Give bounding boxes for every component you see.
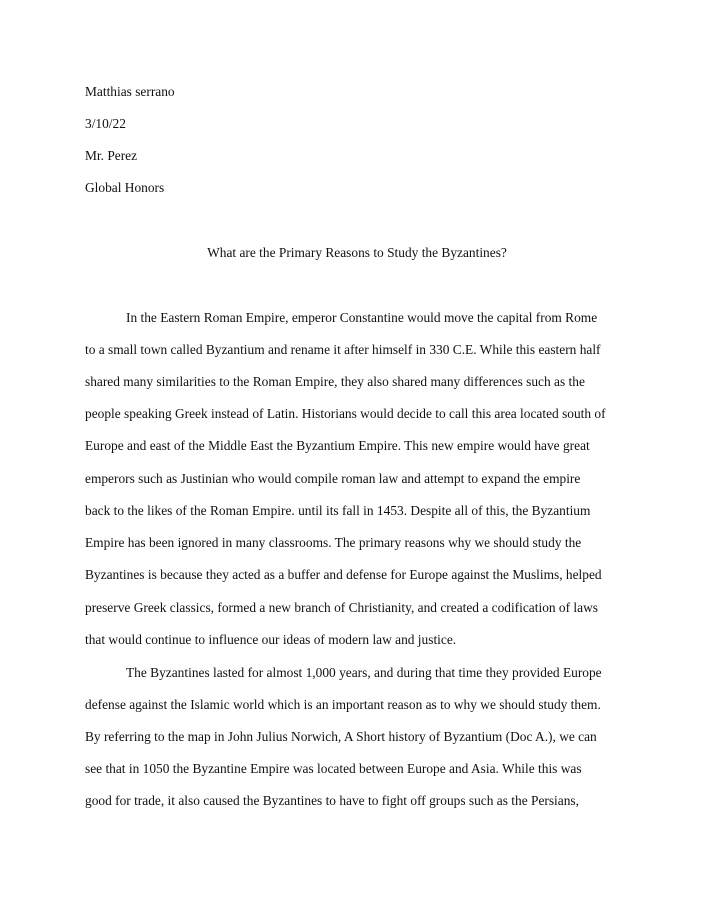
- body-line: shared many similarities to the Roman Empire, they also shared many differences such as the: [85, 374, 585, 389]
- body-line: The Byzantines lasted for almost 1,000 years, and during that time they provided Europe: [126, 665, 602, 680]
- teacher-name: Mr. Perez: [85, 148, 138, 163]
- body-line: By referring to the map in John Julius Norwich, A Short history of Byzantium (Doc A.), we can: [85, 729, 597, 744]
- body-line: Empire has been ignored in many classrooms. The primary reasons why we should study the: [85, 535, 582, 550]
- body-line: that would continue to influence our ideas of modern law and justice.: [85, 632, 457, 647]
- body-line: people speaking Greek instead of Latin. Historians would decide to call this area located south of: [85, 406, 606, 421]
- student-name: Matthias serrano: [85, 84, 175, 99]
- body-line: emperors such as Justinian who would compile roman law and attempt to expand the empire: [85, 471, 581, 486]
- body-line: preserve Greek classics, formed a new branch of Christianity, and created a codification of laws: [85, 600, 598, 615]
- body-line: back to the likes of the Roman Empire. until its fall in 1453. Despite all of this, the Byzantium: [85, 503, 591, 518]
- course-name: Global Honors: [85, 180, 165, 195]
- body-line: see that in 1050 the Byzantine Empire was located between Europe and Asia. While this was: [85, 761, 582, 776]
- body-line: good for trade, it also caused the Byzantines to have to fight off groups such as the Persians,: [85, 793, 579, 808]
- essay-title: What are the Primary Reasons to Study the Byzantines?: [207, 245, 507, 260]
- body-line: Europe and east of the Middle East the Byzantium Empire. This new empire would have great: [85, 438, 590, 453]
- body-line: to a small town called Byzantium and rename it after himself in 330 C.E. While this eastern half: [85, 342, 601, 357]
- date: 3/10/22: [85, 116, 126, 131]
- body-line: In the Eastern Roman Empire, emperor Constantine would move the capital from Rome: [126, 310, 598, 325]
- body-line: defense against the Islamic world which is an important reason as to why we should study them.: [85, 697, 601, 712]
- body-line: Byzantines is because they acted as a buffer and defense for Europe against the Muslims, helped: [85, 567, 602, 582]
